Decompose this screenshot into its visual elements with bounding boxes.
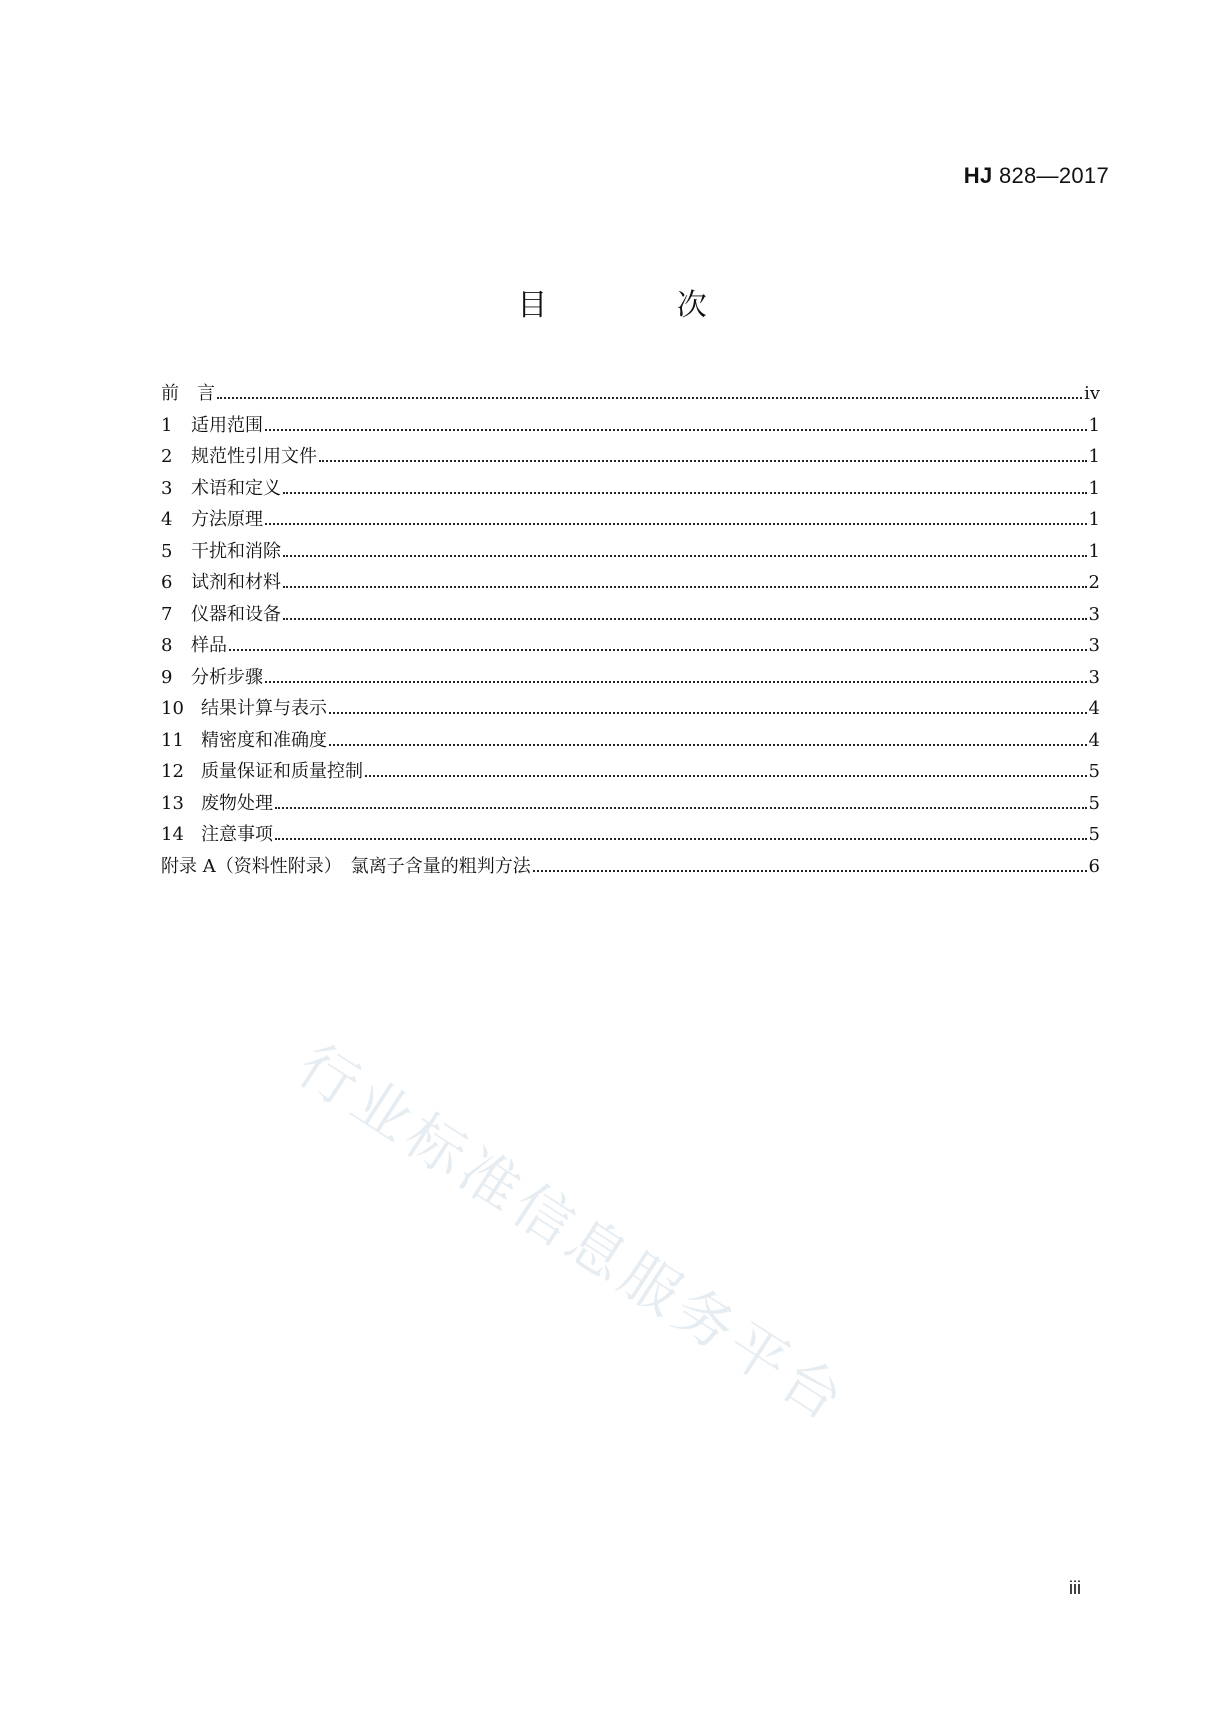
- toc-entry[interactable]: [161, 693, 1100, 725]
- toc-entry-label: 干扰和消除: [191, 540, 281, 562]
- toc-entry[interactable]: [161, 788, 1100, 820]
- watermark: 行业标准信息服务平台: [285, 1030, 860, 1437]
- toc-entry[interactable]: [161, 725, 1100, 757]
- toc-entry[interactable]: [161, 599, 1100, 631]
- toc-entry[interactable]: [161, 630, 1100, 662]
- toc-entry-page: 3: [1088, 666, 1100, 688]
- toc-entry[interactable]: [161, 378, 1100, 410]
- toc-entry-number: 3: [161, 477, 173, 499]
- toc-entry-page: 6: [1088, 855, 1100, 877]
- toc-entry-page: 1: [1088, 509, 1100, 530]
- toc-entry-label: 方法原理: [191, 509, 263, 530]
- toc-leader-dots: [275, 806, 1087, 809]
- toc-entry-page: 1: [1088, 446, 1100, 467]
- toc-entry[interactable]: [161, 567, 1100, 599]
- toc-entry-page: 1: [1088, 477, 1100, 499]
- toc-entry-label: 仪器和设备: [191, 603, 281, 625]
- toc-entry-page: 2: [1088, 572, 1100, 593]
- toc-entry-label: 试剂和材料: [191, 572, 281, 593]
- page-title: 目 次: [517, 288, 767, 323]
- standard-code-number: 828—2017: [998, 163, 1109, 188]
- toc-entry[interactable]: [161, 756, 1100, 788]
- toc-leader-dots: [329, 743, 1087, 746]
- toc-entry-label: 术语和定义: [191, 477, 281, 499]
- toc-entry-page: 5: [1088, 824, 1100, 845]
- toc-entry-page: 4: [1088, 698, 1100, 719]
- table-of-contents: [161, 378, 1100, 882]
- toc-entry-page: 4: [1088, 729, 1100, 751]
- toc-entry-number: 4: [161, 509, 173, 530]
- toc-entry-label: 精密度和准确度: [201, 729, 327, 751]
- toc-entry-number: 7: [161, 603, 173, 625]
- toc-entry-number: 2: [161, 446, 173, 467]
- toc-entry-label: 附录 A（资料性附录） 氯离子含量的粗判方法: [161, 855, 531, 877]
- toc-entry-number: 12: [161, 761, 184, 782]
- toc-entry-label: 废物处理: [201, 792, 273, 814]
- toc-entry-label: 分析步骤: [191, 666, 263, 688]
- toc-entry[interactable]: [161, 441, 1100, 473]
- toc-entry[interactable]: [161, 536, 1100, 568]
- toc-entry-number: 8: [161, 635, 173, 656]
- toc-entry-page: 5: [1088, 792, 1100, 814]
- toc-leader-dots: [533, 869, 1087, 872]
- toc-entry-page: 1: [1088, 540, 1100, 562]
- toc-leader-dots: [319, 459, 1087, 462]
- toc-entry-page: iv: [1084, 383, 1100, 404]
- toc-entry-page: 5: [1088, 761, 1100, 782]
- toc-entry-number: 9: [161, 666, 173, 688]
- toc-entry-label: 规范性引用文件: [191, 446, 317, 467]
- toc-entry[interactable]: [161, 851, 1100, 883]
- standard-code: [964, 163, 1109, 189]
- toc-entry-label: 前 言: [161, 383, 215, 404]
- toc-entry[interactable]: [161, 819, 1100, 851]
- page-number: iii: [1069, 1578, 1081, 1598]
- toc-leader-dots: [265, 680, 1087, 683]
- toc-leader-dots: [275, 837, 1087, 840]
- toc-leader-dots: [217, 396, 1082, 399]
- toc-entry-number: 11: [161, 729, 184, 751]
- toc-leader-dots: [265, 522, 1087, 525]
- toc-entry-label: 结果计算与表示: [201, 698, 327, 719]
- toc-entry-number: 14: [161, 824, 184, 845]
- toc-entry[interactable]: [161, 504, 1100, 536]
- toc-leader-dots: [329, 711, 1087, 714]
- toc-leader-dots: [283, 585, 1087, 588]
- toc-entry-page: 3: [1088, 635, 1100, 656]
- toc-entry[interactable]: [161, 410, 1100, 442]
- toc-entry[interactable]: [161, 662, 1100, 694]
- toc-leader-dots: [283, 554, 1087, 557]
- toc-entry-number: 10: [161, 698, 184, 719]
- toc-entry-label: 适用范围: [191, 414, 263, 436]
- toc-leader-dots: [283, 617, 1087, 620]
- toc-leader-dots: [265, 428, 1087, 431]
- toc-leader-dots: [365, 774, 1087, 777]
- standard-code-prefix: HJ: [963, 163, 993, 188]
- toc-entry-number: 5: [161, 540, 173, 562]
- toc-entry-number: 6: [161, 572, 173, 593]
- toc-leader-dots: [229, 648, 1087, 651]
- toc-entry-page: 3: [1088, 603, 1100, 625]
- toc-entry-number: 1: [161, 414, 173, 436]
- toc-entry[interactable]: [161, 473, 1100, 505]
- toc-entry-page: 1: [1088, 414, 1100, 436]
- toc-leader-dots: [283, 491, 1087, 494]
- toc-entry-label: 样品: [191, 635, 227, 656]
- toc-entry-number: 13: [161, 792, 184, 814]
- toc-entry-label: 质量保证和质量控制: [201, 761, 363, 782]
- toc-entry-label: 注意事项: [201, 824, 273, 845]
